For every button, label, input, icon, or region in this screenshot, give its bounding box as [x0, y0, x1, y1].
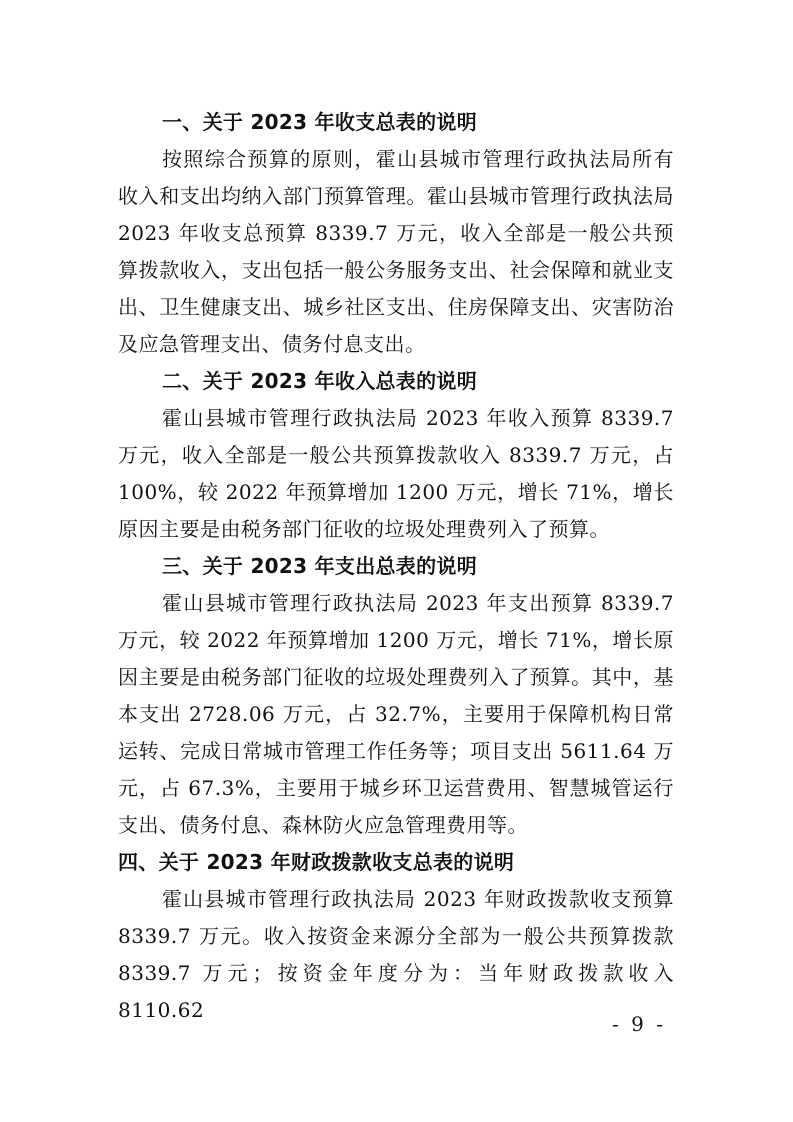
section-2-heading: 二、关于 2023 年收入总表的说明: [162, 369, 477, 393]
section-1-body: 按照综合预算的原则，霍山县城市管理行政执法局所有收入和支出均纳入部门预算管理。霍山县城市管理行政执法局 2023 年收支总预算 8339.7 万元，收入全部是一般公共预算拨款收入，支出包括一般公务服务支出、社会保障和就业支出、卫生健康支出、城乡社区支出、住房保障支出、灾害防治及应急管理支出、债务付息支出。: [118, 147, 674, 356]
page-content: [118, 104, 674, 1029]
section-4-heading: 四、关于 2023 年财政拨款收支总表的说明: [118, 850, 515, 874]
section-4-body: 霍山县城市管理行政执法局 2023 年财政拨款收支预算 8339.7 万元。收入按资金来源分全部为一般公共预算拨款 8339.7 万元；按资金年度分为：当年财政拨款收入 8110.62: [118, 887, 674, 1022]
page-number: - 9 -: [612, 1012, 666, 1036]
section-3-heading: 三、关于 2023 年支出总表的说明: [162, 554, 477, 578]
section-2-body: 霍山县城市管理行政执法局 2023 年收入预算 8339.7 万元，收入全部是一般公共预算拨款收入 8339.7 万元，占 100%，较 2022 年预算增加 1200 万元，增长 71%，增长原因主要是由税务部门征收的垃圾处理费列入了预算。: [118, 406, 674, 541]
section-3-body: 霍山县城市管理行政执法局 2023 年支出预算 8339.7 万元，较 2022 年预算增加 1200 万元，增长 71%，增长原因主要是由税务部门征收的垃圾处理费列入了预算。其中，基本支出 2728.06 万元，占 32.7%，主要用于保障机构日常运转、完成日常城市管理工作任务等；项目支出 5611.64 万元，占 67.3%，主要用于城乡环卫运营费用、智慧城管运行支出、债务付息、森林防火应急管理费用等。: [118, 591, 674, 837]
section-1-heading: 一、关于 2023 年收支总表的说明: [162, 110, 477, 134]
